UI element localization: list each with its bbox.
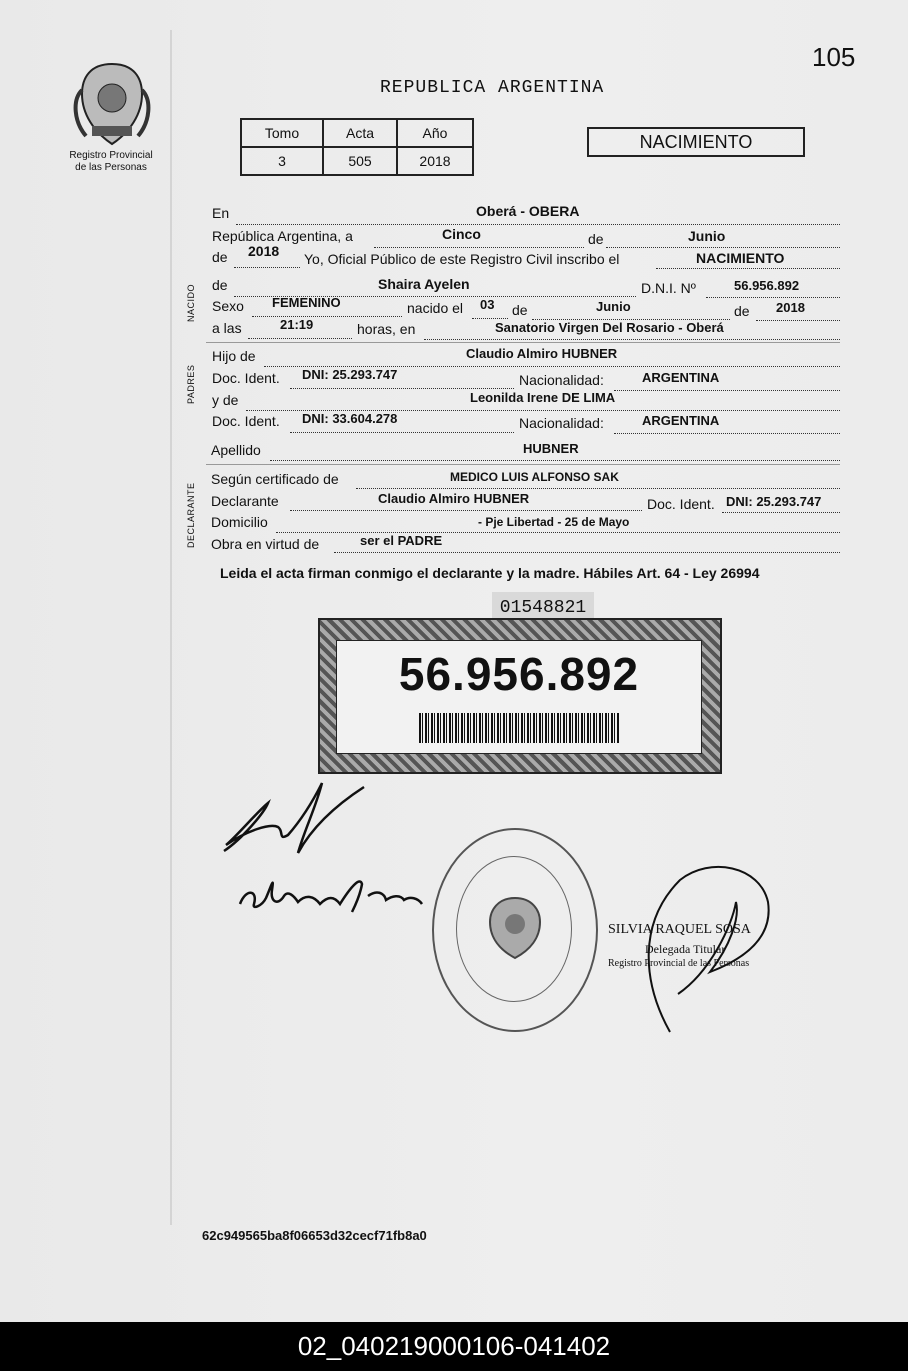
lugar-value: Oberá - OBERA — [476, 203, 580, 219]
label-de-nac: de — [512, 302, 528, 318]
label-nacionalidad-madre: Nacionalidad: — [519, 415, 604, 431]
acta-value: 505 — [323, 147, 397, 175]
label-apellido: Apellido — [211, 442, 261, 458]
label-doc-ident-madre: Doc. Ident. — [212, 413, 280, 429]
lectura-text: Leida el acta firman conmigo el declarante y la madre. Hábiles Art. 64 - Ley 26994 — [220, 565, 760, 581]
label-sexo: Sexo — [212, 298, 244, 314]
label-horas-en: horas, en — [357, 321, 416, 337]
padre-doc-value: DNI: 25.293.747 — [302, 367, 398, 382]
tomo-value: 3 — [241, 147, 323, 175]
barcode-icon — [419, 713, 619, 743]
dni-big-number: 56.956.892 — [398, 648, 640, 700]
label-dni: D.N.I. Nº — [641, 280, 696, 296]
nac-mes-value: Junio — [596, 299, 631, 314]
coat-of-arms-icon — [70, 60, 154, 150]
dni-value: 56.956.892 — [734, 278, 800, 293]
seal-coat-of-arms-icon — [484, 896, 546, 960]
label-nacionalidad-padre: Nacionalidad: — [519, 372, 604, 388]
label-de: de — [588, 231, 604, 247]
label-de-nac-anio: de — [734, 303, 750, 319]
signature-madre-icon — [236, 868, 426, 916]
sexo-value: FEMENINO — [272, 295, 341, 310]
document-title: REPUBLICA ARGENTINA — [380, 78, 605, 98]
dia-value: Cinco — [442, 226, 481, 242]
apellido-value: HUBNER — [523, 441, 579, 456]
acta-header: Acta — [323, 119, 397, 147]
declarante-value: Claudio Almiro HUBNER — [378, 491, 530, 506]
side-label-padres: PADRES — [186, 364, 196, 404]
label-en: En — [212, 205, 230, 221]
divider — [206, 464, 840, 465]
label-oficial: Yo, Oficial Público de este Registro Civil inscribo el — [304, 251, 620, 267]
madre-nac-value: ARGENTINA — [642, 413, 720, 428]
declarante-doc-value: DNI: 25.293.747 — [726, 494, 822, 509]
certificado-value: MEDICO LUIS ALFONSO SAK — [450, 470, 619, 484]
tomo-acta-table — [240, 118, 474, 176]
domicilio-value: - Pje Libertad - 25 de Mayo — [478, 515, 630, 529]
registro-line1: Registro Provincial — [69, 150, 153, 161]
label-doc-ident-padre: Doc. Ident. — [212, 370, 280, 386]
lugar-nac-value: Sanatorio Virgen Del Rosario - Oberá — [495, 320, 724, 335]
madre-doc-value: DNI: 33.604.278 — [302, 411, 398, 426]
page-number: 105 — [812, 42, 856, 72]
label-hijo-de: Hijo de — [212, 348, 256, 364]
label-de-nombre: de — [212, 277, 228, 293]
padre-value: Claudio Almiro HUBNER — [466, 346, 618, 361]
label-obra: Obra en virtud de — [211, 536, 320, 552]
oficial-registro: Registro Provincial de las Personas — [608, 958, 750, 969]
tomo-header: Tomo — [241, 119, 323, 147]
nac-anio-value: 2018 — [776, 300, 805, 315]
acta-tipo: NACIMIENTO — [587, 127, 805, 157]
dni-label-inner — [336, 640, 702, 754]
nombre-value: Shaira Ayelen — [378, 276, 470, 292]
document-hash: 62c949565ba8f06653d32cecf71fb8a0 — [202, 1228, 427, 1243]
label-a-las: a las — [212, 320, 242, 336]
anio-inscripcion-value: 2018 — [248, 243, 280, 259]
label-declarante: Declarante — [211, 493, 279, 509]
virtud-value: ser el PADRE — [360, 533, 443, 548]
label-y-de: y de — [212, 392, 239, 408]
label-de-anio: de — [212, 249, 228, 265]
official-seal — [432, 828, 598, 1032]
acto-value: NACIMIENTO — [696, 250, 785, 266]
oficial-name: SILVIA RAQUEL SOSA — [608, 922, 751, 937]
nac-dia-value: 03 — [480, 297, 495, 312]
label-republica: República Argentina, a — [212, 228, 353, 244]
file-id-footer: 02_040219000106-041402 — [0, 1322, 908, 1371]
side-label-declarante: DECLARANTE — [186, 482, 196, 548]
dni-label-sticker — [318, 618, 722, 774]
registro-line2: de las Personas — [75, 162, 147, 173]
registro-label — [52, 150, 170, 174]
oficial-cargo: Delegada Titular — [645, 942, 726, 956]
anio-header: Año — [397, 119, 473, 147]
hora-value: 21:19 — [280, 317, 314, 332]
label-domicilio: Domicilio — [211, 514, 268, 530]
label-doc-ident-declarante: Doc. Ident. — [647, 496, 715, 512]
label-segun: Según certificado de — [211, 471, 339, 487]
page-fold — [170, 30, 172, 1225]
signature-oficial-icon — [640, 862, 780, 1052]
divider — [206, 342, 840, 343]
mes-value: Junio — [688, 228, 726, 244]
madre-value: Leonilda Irene DE LIMA — [470, 390, 616, 405]
side-label-nacido: NACIDO — [186, 283, 196, 322]
padre-nac-value: ARGENTINA — [642, 370, 720, 385]
serial-number: 01548821 — [492, 592, 594, 622]
dotline — [532, 301, 730, 320]
signature-declarante-icon — [218, 775, 368, 860]
label-nacido-el: nacido el — [407, 300, 464, 316]
anio-value: 2018 — [397, 147, 473, 175]
